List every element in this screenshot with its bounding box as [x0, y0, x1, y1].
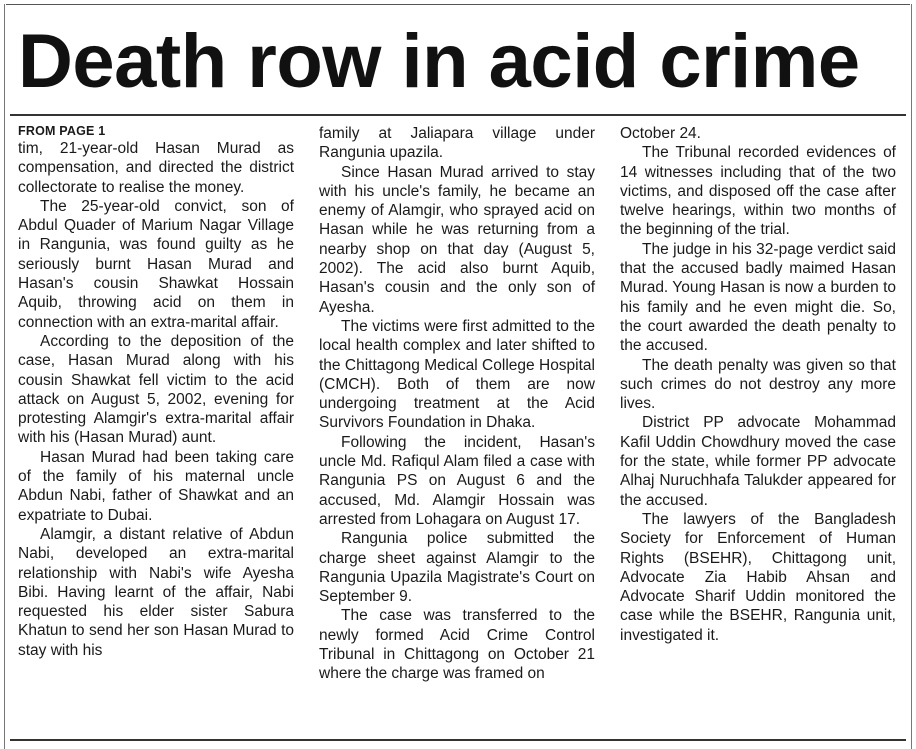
- paragraph: According to the deposition of the case, Hasan Murad along with his cousin Shawkat fell victim to the acid attack on August 5, 2002, evening for protesting Alamgir's extra-marital affair with his (Hasan Murad) aunt.: [18, 332, 294, 447]
- paragraph: Alamgir, a distant relative of Abdun Nabi, developed an extra-marital relationship with Nabi's wife Ayesha Bibi. Having learnt of the affair, Nabi requested his elder sister Sabura Khatun to send her son Hasan Murad to stay with his: [18, 525, 294, 659]
- paragraph: Rangunia police submitted the charge sheet against Alamgir to the Rangunia Upazila Magistrate's Court on September 9.: [319, 530, 595, 606]
- paragraph: The Tribunal recorded evidences of 14 witnesses including that of the two victims, and disposed off the case after twelve hearings, within two months of the beginning of the trial.: [620, 144, 896, 239]
- paragraph: The lawyers of the Bangladesh Society for Enforcement of Human Rights (BSEHR), Chittagong unit, Advocate Zia Habib Ahsan and Advocate Sharif Uddin monitored the case while the BSEHR, Rangunia unit, investigated it.: [620, 510, 896, 644]
- paragraph: The judge in his 32-page verdict said that the accused badly maimed Hasan Murad. Young Hasan is now a burden to his family and he even might die. So, the court awarded the death penalty to the accused.: [620, 240, 896, 355]
- bottom-divider: [10, 739, 906, 741]
- paragraph: tim, 21-year-old Hasan Murad as compensation, and directed the district collectorate to realise the money.: [18, 140, 294, 196]
- paragraph: October 24.: [620, 125, 701, 142]
- paragraph: The death penalty was given so that such crimes do not destroy any more lives.: [620, 356, 896, 413]
- left-frame-rule: [4, 4, 5, 749]
- paragraph: The case was transferred to the newly formed Acid Crime Control Tribunal in Chittagong on October 21 where the charge was framed on: [319, 607, 595, 683]
- right-frame-rule: [911, 4, 912, 749]
- headline-divider: [10, 114, 906, 116]
- headline: Death row in acid crime: [18, 19, 860, 104]
- article-column-1: [18, 124, 294, 660]
- paragraph: Since Hasan Murad arrived to stay with his uncle's family, he became an enemy of Alamgir, who sprayed acid on Hasan while he was returning from a nearby shop on that day (August 5, 2002). The acid also burnt Aquib, Hasan's cousin and the only son of Ayesha.: [319, 163, 595, 316]
- kicker-from-page-1: FROM PAGE 1: [18, 124, 106, 138]
- paragraph: Hasan Murad had been taking care of the family of his maternal uncle Abdun Nabi, father of Shawkat and an expatriate to Dubai.: [18, 448, 294, 524]
- paragraph: Following the incident, Hasan's uncle Md. Rafiqul Alam filed a case with Rangunia PS on August 6 and the accused, Md. Alamgir Hossain was arrested from Lohagara on August 17.: [319, 433, 595, 528]
- paragraph: District PP advocate Mohammad Kafil Uddin Chowdhury moved the case for the state, while former PP advocate Alhaj Nuruchhafa Talukder appeared for the accused.: [620, 414, 896, 509]
- paragraph: family at Jaliapara village under Rangunia upazila.: [319, 125, 595, 162]
- top-frame-rule: [6, 4, 910, 5]
- article-column-3: [620, 124, 896, 645]
- article-column-2: [319, 124, 595, 684]
- paragraph: The 25-year-old convict, son of Abdul Quader of Marium Nagar Village in Rangunia, was found guilty as he seriously burnt Hasan Murad and Hasan's cousin Shawkat Hossain Aquib, throwing acid on them in connection with an extra-marital affair.: [18, 197, 294, 331]
- paragraph: The victims were first admitted to the local health complex and later shifted to the Chittagong Medical College Hospital (CMCH). Both of them are now undergoing treatment at the Acid Survivors Foundation in Dhaka.: [319, 317, 595, 432]
